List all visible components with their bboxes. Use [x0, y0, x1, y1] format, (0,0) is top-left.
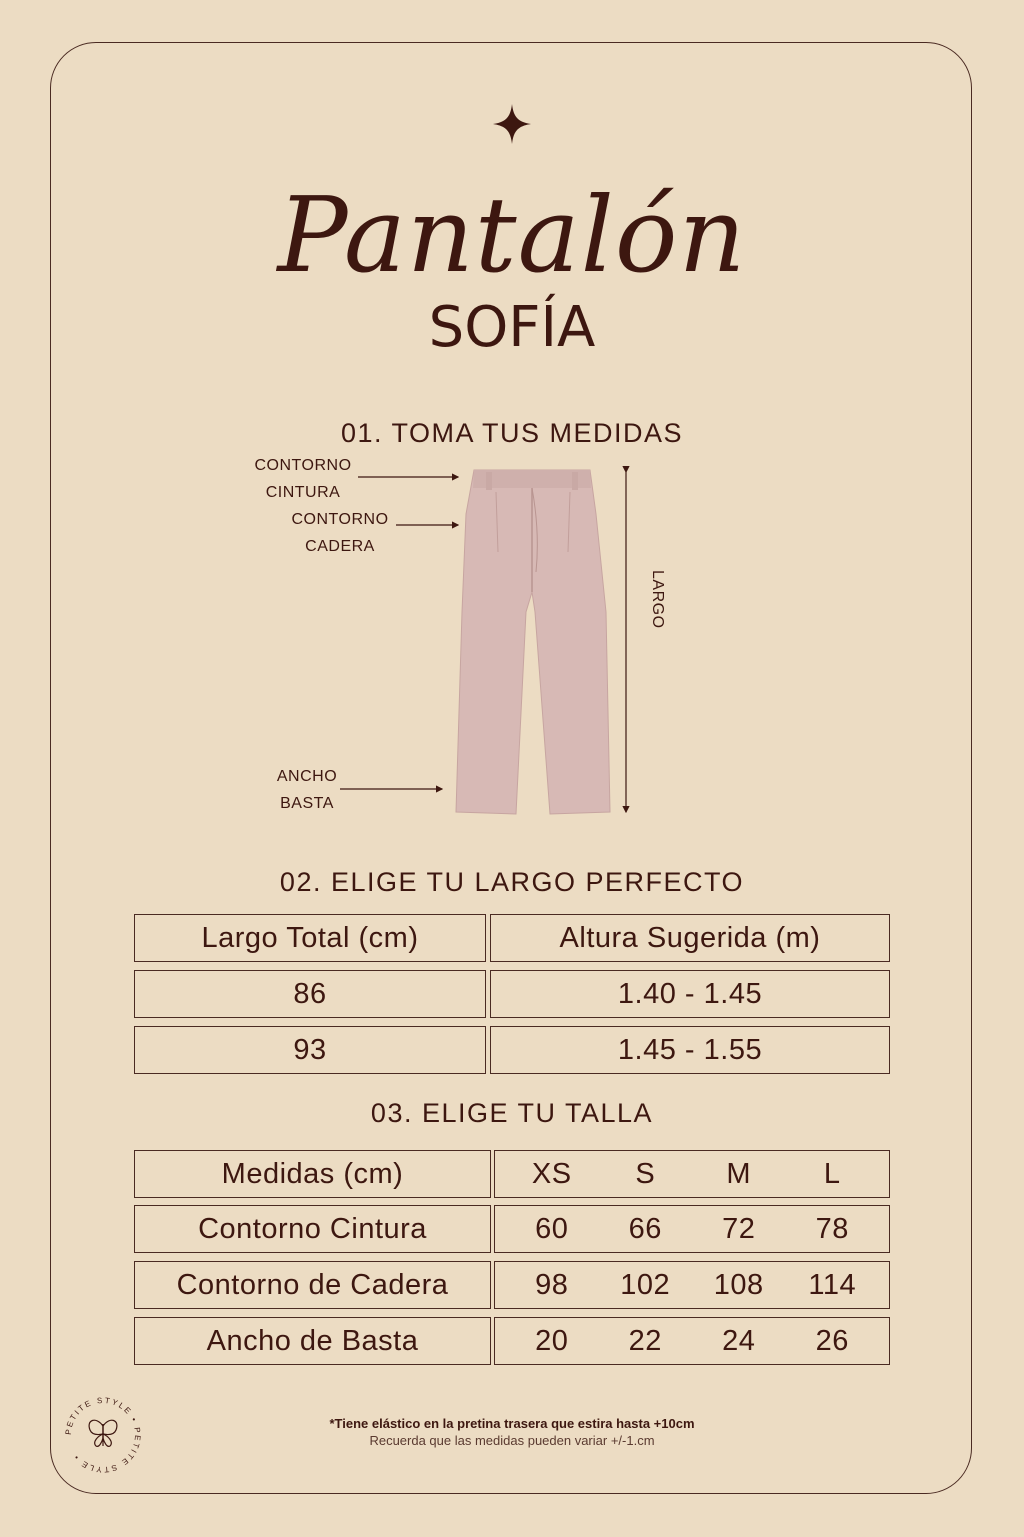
size-value: 26	[815, 1324, 849, 1357]
logo-text: PETITE STYLE • PETITE STYLE •	[63, 1395, 143, 1475]
size-row-label: Ancho de Basta	[134, 1317, 491, 1365]
product-subtitle: SOFÍA	[428, 295, 596, 360]
size-row-values	[494, 1261, 890, 1309]
length-table-header-1: Largo Total (cm)	[134, 914, 486, 962]
hem-label-line2: BASTA	[280, 795, 334, 812]
pants-illustration	[440, 462, 640, 822]
hip-label-line2: CADERA	[305, 538, 375, 555]
section2-heading: 02. ELIGE TU LARGO PERFECTO	[279, 867, 745, 897]
length-table-cell: 86	[134, 970, 486, 1018]
section1-heading: 01. TOMA TUS MEDIDAS	[340, 418, 684, 448]
size-value: 108	[713, 1268, 764, 1301]
waist-label-line2: CINTURA	[265, 484, 341, 501]
size-table-header-label: Medidas (cm)	[134, 1150, 491, 1198]
length-table-cell: 93	[134, 1026, 486, 1074]
elastic-note: *Tiene elástico en la pretina trasera que estira hasta +10cm	[329, 1416, 695, 1431]
size-value: 24	[722, 1324, 756, 1357]
length-table-cell: 1.40 - 1.45	[490, 970, 890, 1018]
size-xs: XS	[531, 1157, 572, 1190]
size-value: 72	[722, 1212, 756, 1245]
length-label: LARGO	[649, 570, 666, 629]
length-table-header-2: Altura Sugerida (m)	[490, 914, 890, 962]
size-value: 78	[815, 1212, 849, 1245]
size-row-label: Contorno de Cadera	[134, 1261, 491, 1309]
variance-note: Recuerda que las medidas pueden variar +/-1.cm	[369, 1433, 655, 1448]
product-title: Pantalón	[277, 174, 747, 296]
size-row-values	[494, 1205, 890, 1253]
size-value: 98	[535, 1268, 569, 1301]
size-value: 60	[535, 1212, 569, 1245]
length-table-cell: 1.45 - 1.55	[490, 1026, 890, 1074]
size-value: 20	[535, 1324, 569, 1357]
size-value: 22	[628, 1324, 662, 1357]
size-value: 66	[628, 1212, 662, 1245]
size-row-values	[494, 1317, 890, 1365]
hip-label-line1: CONTORNO	[291, 511, 389, 528]
size-value: 102	[620, 1268, 671, 1301]
size-m: M	[726, 1157, 752, 1190]
butterfly-icon	[89, 1420, 117, 1446]
waist-label-line1: CONTORNO	[254, 457, 352, 474]
size-l: L	[823, 1157, 841, 1190]
size-value: 114	[808, 1268, 857, 1301]
size-row-label: Contorno Cintura	[134, 1205, 491, 1253]
size-table-header-sizes	[494, 1150, 890, 1198]
section3-heading: 03. ELIGE TU TALLA	[370, 1098, 654, 1128]
petite-style-logo	[58, 1390, 148, 1480]
size-s: S	[635, 1157, 656, 1190]
hem-label-line1: ANCHO	[276, 768, 338, 785]
